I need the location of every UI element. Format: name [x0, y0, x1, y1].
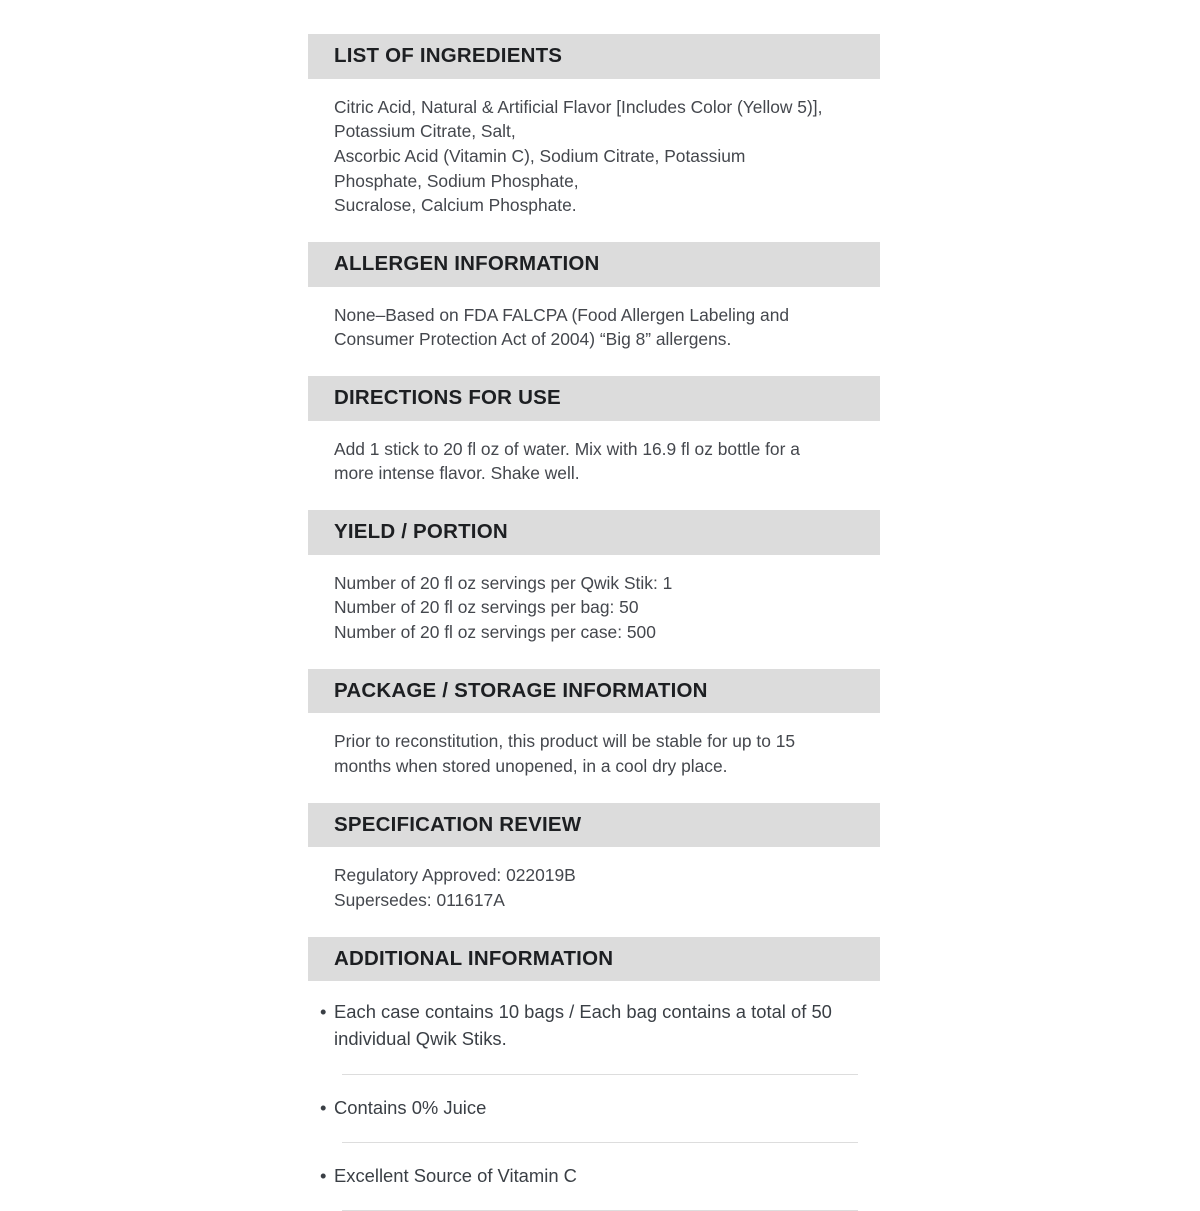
text-line: Add 1 stick to 20 fl oz of water. Mix with 16.9 fl oz bottle for a — [334, 438, 800, 459]
section-package-storage-information — [308, 669, 880, 779]
section-title: ADDITIONAL INFORMATION — [308, 937, 880, 982]
spacer — [308, 779, 880, 803]
text-line: Number of 20 fl oz servings per case: 500 — [334, 621, 656, 642]
section-title: YIELD / PORTION — [308, 510, 880, 555]
section-title: DIRECTIONS FOR USE — [308, 376, 880, 421]
section-additional-information — [308, 937, 880, 1211]
spacer — [308, 218, 880, 242]
spacer — [308, 645, 880, 669]
section-content — [308, 555, 880, 645]
list-item-label: Each case contains 10 bags / Each bag contains a total of 50 individual Qwik Stiks. — [334, 1001, 832, 1049]
text-line: None–Based on FDA FALCPA (Food Allergen Labeling and — [334, 304, 790, 325]
list-item-label: Contains 0% Juice — [334, 1097, 487, 1119]
section-content — [308, 713, 880, 778]
text-line: Potassium Citrate, Salt, — [334, 121, 516, 142]
section-title: ALLERGEN INFORMATION — [308, 242, 880, 287]
list-item — [320, 1163, 880, 1190]
spacer — [308, 486, 880, 510]
text-line: Regulatory Approved: 022019B — [334, 865, 576, 886]
section-title: LIST OF INGREDIENTS — [308, 34, 880, 79]
list-item-label: Excellent Source of Vitamin C — [334, 1165, 577, 1187]
bullet-icon: • — [320, 1097, 327, 1119]
section-yield-portion — [308, 510, 880, 645]
section-content — [308, 287, 880, 352]
text-line: Sucralose, Calcium Phosphate. — [334, 195, 577, 216]
text-line: Number of 20 fl oz servings per bag: 50 — [334, 597, 639, 618]
text-line: Phosphate, Sodium Phosphate, — [334, 170, 579, 191]
text-line: Prior to reconstitution, this product will be stable for up to 15 — [334, 731, 796, 752]
additional-information-list — [308, 981, 880, 1211]
section-content — [308, 847, 880, 912]
list-divider — [342, 1142, 858, 1143]
section-title: SPECIFICATION REVIEW — [308, 803, 880, 848]
list-item — [320, 999, 880, 1052]
section-directions-for-use — [308, 376, 880, 486]
section-specification-review — [308, 803, 880, 913]
bullet-icon: • — [320, 1001, 327, 1023]
text-line: Citric Acid, Natural & Artificial Flavor [Includes Color (Yellow 5)], — [334, 96, 823, 117]
text-line: Ascorbic Acid (Vitamin C), Sodium Citrate, Potassium — [334, 145, 746, 166]
section-allergen-information — [308, 242, 880, 352]
list-item — [320, 1095, 880, 1122]
spacer — [308, 352, 880, 376]
bullet-icon: • — [320, 1165, 327, 1187]
document-body — [308, 34, 880, 1211]
section-content — [308, 79, 880, 219]
list-divider — [342, 1074, 858, 1075]
text-line: more intense flavor. Shake well. — [334, 463, 580, 484]
section-list-of-ingredients — [308, 34, 880, 218]
spacer — [308, 913, 880, 937]
text-line: Number of 20 fl oz servings per Qwik Stik: 1 — [334, 572, 673, 593]
text-line: Supersedes: 011617A — [334, 889, 505, 910]
text-line: Consumer Protection Act of 2004) “Big 8” allergens. — [334, 329, 732, 350]
section-title: PACKAGE / STORAGE INFORMATION — [308, 669, 880, 714]
text-line: months when stored unopened, in a cool dry place. — [334, 755, 728, 776]
section-content — [308, 421, 880, 486]
